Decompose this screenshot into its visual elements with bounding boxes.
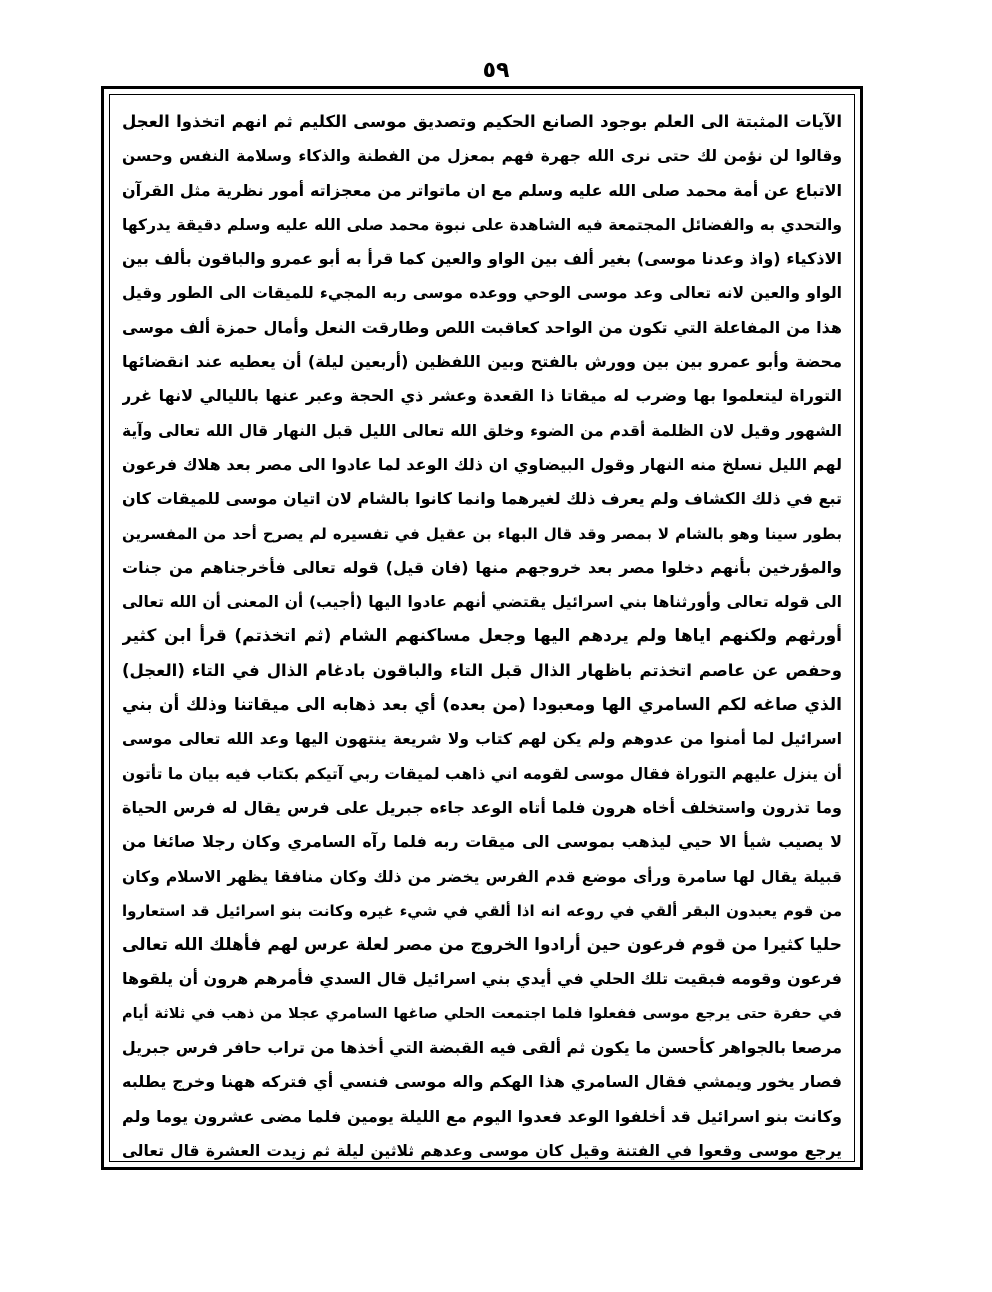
text-line: الى قوله تعالى وأورثناها بني اسرائيل يقتضي أنهم عادوا اليها (أجيب) أن المعنى أن الله تعالى (122, 593, 842, 612)
text-line: الآيات المثبتة الى العلم بوجود الصانع الحكيم وتصديق موسى الكليم ثم انهم اتخذوا العجل (122, 112, 842, 131)
text-line: والمؤرخين بأنهم دخلوا مصر بعد خروجهم منها (فان قيل) قوله تعالى فأخرجناهم من جنات (122, 557, 842, 577)
text-line: الشهور وقيل لان الظلمة أقدم من الضوء وخلق الله تعالى الليل قبل النهار قال الله تعالى وآية (122, 421, 842, 440)
text-line: اسرائيل لما أمنوا من عدوهم ولم يكن لهم كتاب ولا شريعة ينتهون اليها وعد الله تعالى موسى (122, 730, 842, 749)
page-border (101, 86, 863, 1170)
text-line: التوراة ليتعلموا بها وضرب له ميقاتا ذا القعدة وعشر ذي الحجة وعبر عنها بالليالي لانها غرر (122, 386, 842, 406)
inner-border (109, 94, 855, 1162)
text-line: والتحدي به والفضائل المجتمعة فيه الشاهدة على نبوة محمد صلى الله عليه وسلم دقيقة يدركها (122, 215, 842, 234)
text-line: لهم الليل نسلخ منه النهار وقول البيضاوي ان ذلك الوعد لما عادوا الى مصر بعد هلاك فرعون (122, 454, 842, 474)
text-line: وحفص عن عاصم اتخذتم باظهار الذال قبل التاء والباقون بادغام الذال في التاء (العجل) (122, 660, 842, 680)
text-line: وقالوا لن نؤمن لك حتى نرى الله جهرة فهم بمعزل من الفطنة والذكاء وسلامة النفس وحسن (122, 147, 842, 166)
text-line: أن ينزل عليهم التوراة فقال موسى لقومه اني ذاهب لميقات ربي آتيكم بكتاب فيه بيان ما تأتون (122, 764, 842, 783)
page-number: ٥٩ (482, 58, 510, 83)
text-line: من قوم يعبدون البقر ألقي في روعه انه اذا ألقي في شيء غيره وكانت بنو اسرائيل قد استعاروا (122, 901, 842, 920)
text-line: قبيلة يقال لها سامرة ورأى موضع قدم الفرس يخضر من ذلك وكان منافقا يظهر الاسلام وكان (122, 867, 842, 886)
text-line: الواو والعين لانه تعالى وعد موسى الوحي ووعده موسى ربه المجيء للميقات الى الطور وقيل (122, 284, 842, 303)
text-line: فرعون وقومه فبقيت تلك الحلي في أيدي بني اسرائيل قال السدي فأمرهم هرون أن يلقوها (122, 969, 842, 989)
text-line: فصار يخور ويمشي فقال السامري هذا الهكم واله موسى فنسي أي فتركه ههنا وخرج يطلبه (122, 1072, 842, 1092)
text-line: وما تذرون واستخلف أخاه هرون فلما أتاه الوعد جاءه جبريل على فرس يقال له فرس الحياة (122, 797, 842, 817)
text-line: محضة وأبو عمرو بين بين وورش بالفتح وبين اللفظين (أربعين ليلة) أن يعطيه عند انقضائها (122, 352, 842, 372)
text-line: تبع في ذلك الكشاف ولم يعرف ذلك لغيرهما وانما كانوا بالشام لان اتيان موسى للميقات كان (122, 489, 842, 509)
text-line: الذي صاغه لكم السامري الها ومعبودا (من بعده) أي بعد ذهابه الى ميقاتنا وذلك أن بني (122, 695, 842, 716)
text-line: وكانت بنو اسرائيل قد أخلفوا الوعد فعدوا اليوم مع الليلة يومين فلما مضى عشرون يوما ولم (122, 1106, 842, 1126)
text-line: يرجع موسى وقعوا في الفتنة وقيل كان موسى وعدهم ثلاثين ليلة ثم زيدت العشرة قال تعالى (122, 1141, 842, 1160)
text-line: الاتباع عن أمة محمد صلى الله عليه وسلم مع ان ماتواتر من معجزاته أمور نظرية مثل القرآن (122, 180, 842, 200)
text-line: بطور سينا وهو بالشام لا بمصر وقد قال البهاء بن عقيل في تفسيره لم يصرح أحد من المفسرين (122, 524, 842, 543)
text-line: حليا كثيرا من قوم فرعون حين أرادوا الخروج من مصر لعلة عرس لهم فأهلك الله تعالى (122, 935, 842, 956)
text-line: هذا من المفاعلة التي تكون من الواحد كعاقبت اللص وطارقت النعل وأمال حمزة ألف موسى (122, 317, 842, 337)
text-line: الاذكياء (واذ وعدنا موسى) بغير ألف بين الواو والعين كما قرأ به أبو عمرو والباقون بألف بين (122, 249, 842, 269)
main-text-block (122, 105, 842, 1160)
text-line: لا يصيب شيأ الا حيي ليذهب بموسى الى ميقات ربه فلما رآه السامري وكان رجلا صائغا من (122, 832, 842, 852)
text-line: في حفرة حتى يرجع موسى ففعلوا فلما اجتمعت الحلي صاغها السامري عجلا من ذهب في ثلاثة أيام (122, 1005, 842, 1022)
text-line: أورثهم ولكنهم اياها ولم يردهم اليها وجعل مساكنهم الشام (ثم اتخذتم) قرأ ابن كثير (122, 626, 842, 647)
text-line: مرصعا بالجواهر كأحسن ما يكون ثم ألقى فيه القبضة التي أخذها من تراب حافر فرس جبريل (122, 1038, 842, 1058)
